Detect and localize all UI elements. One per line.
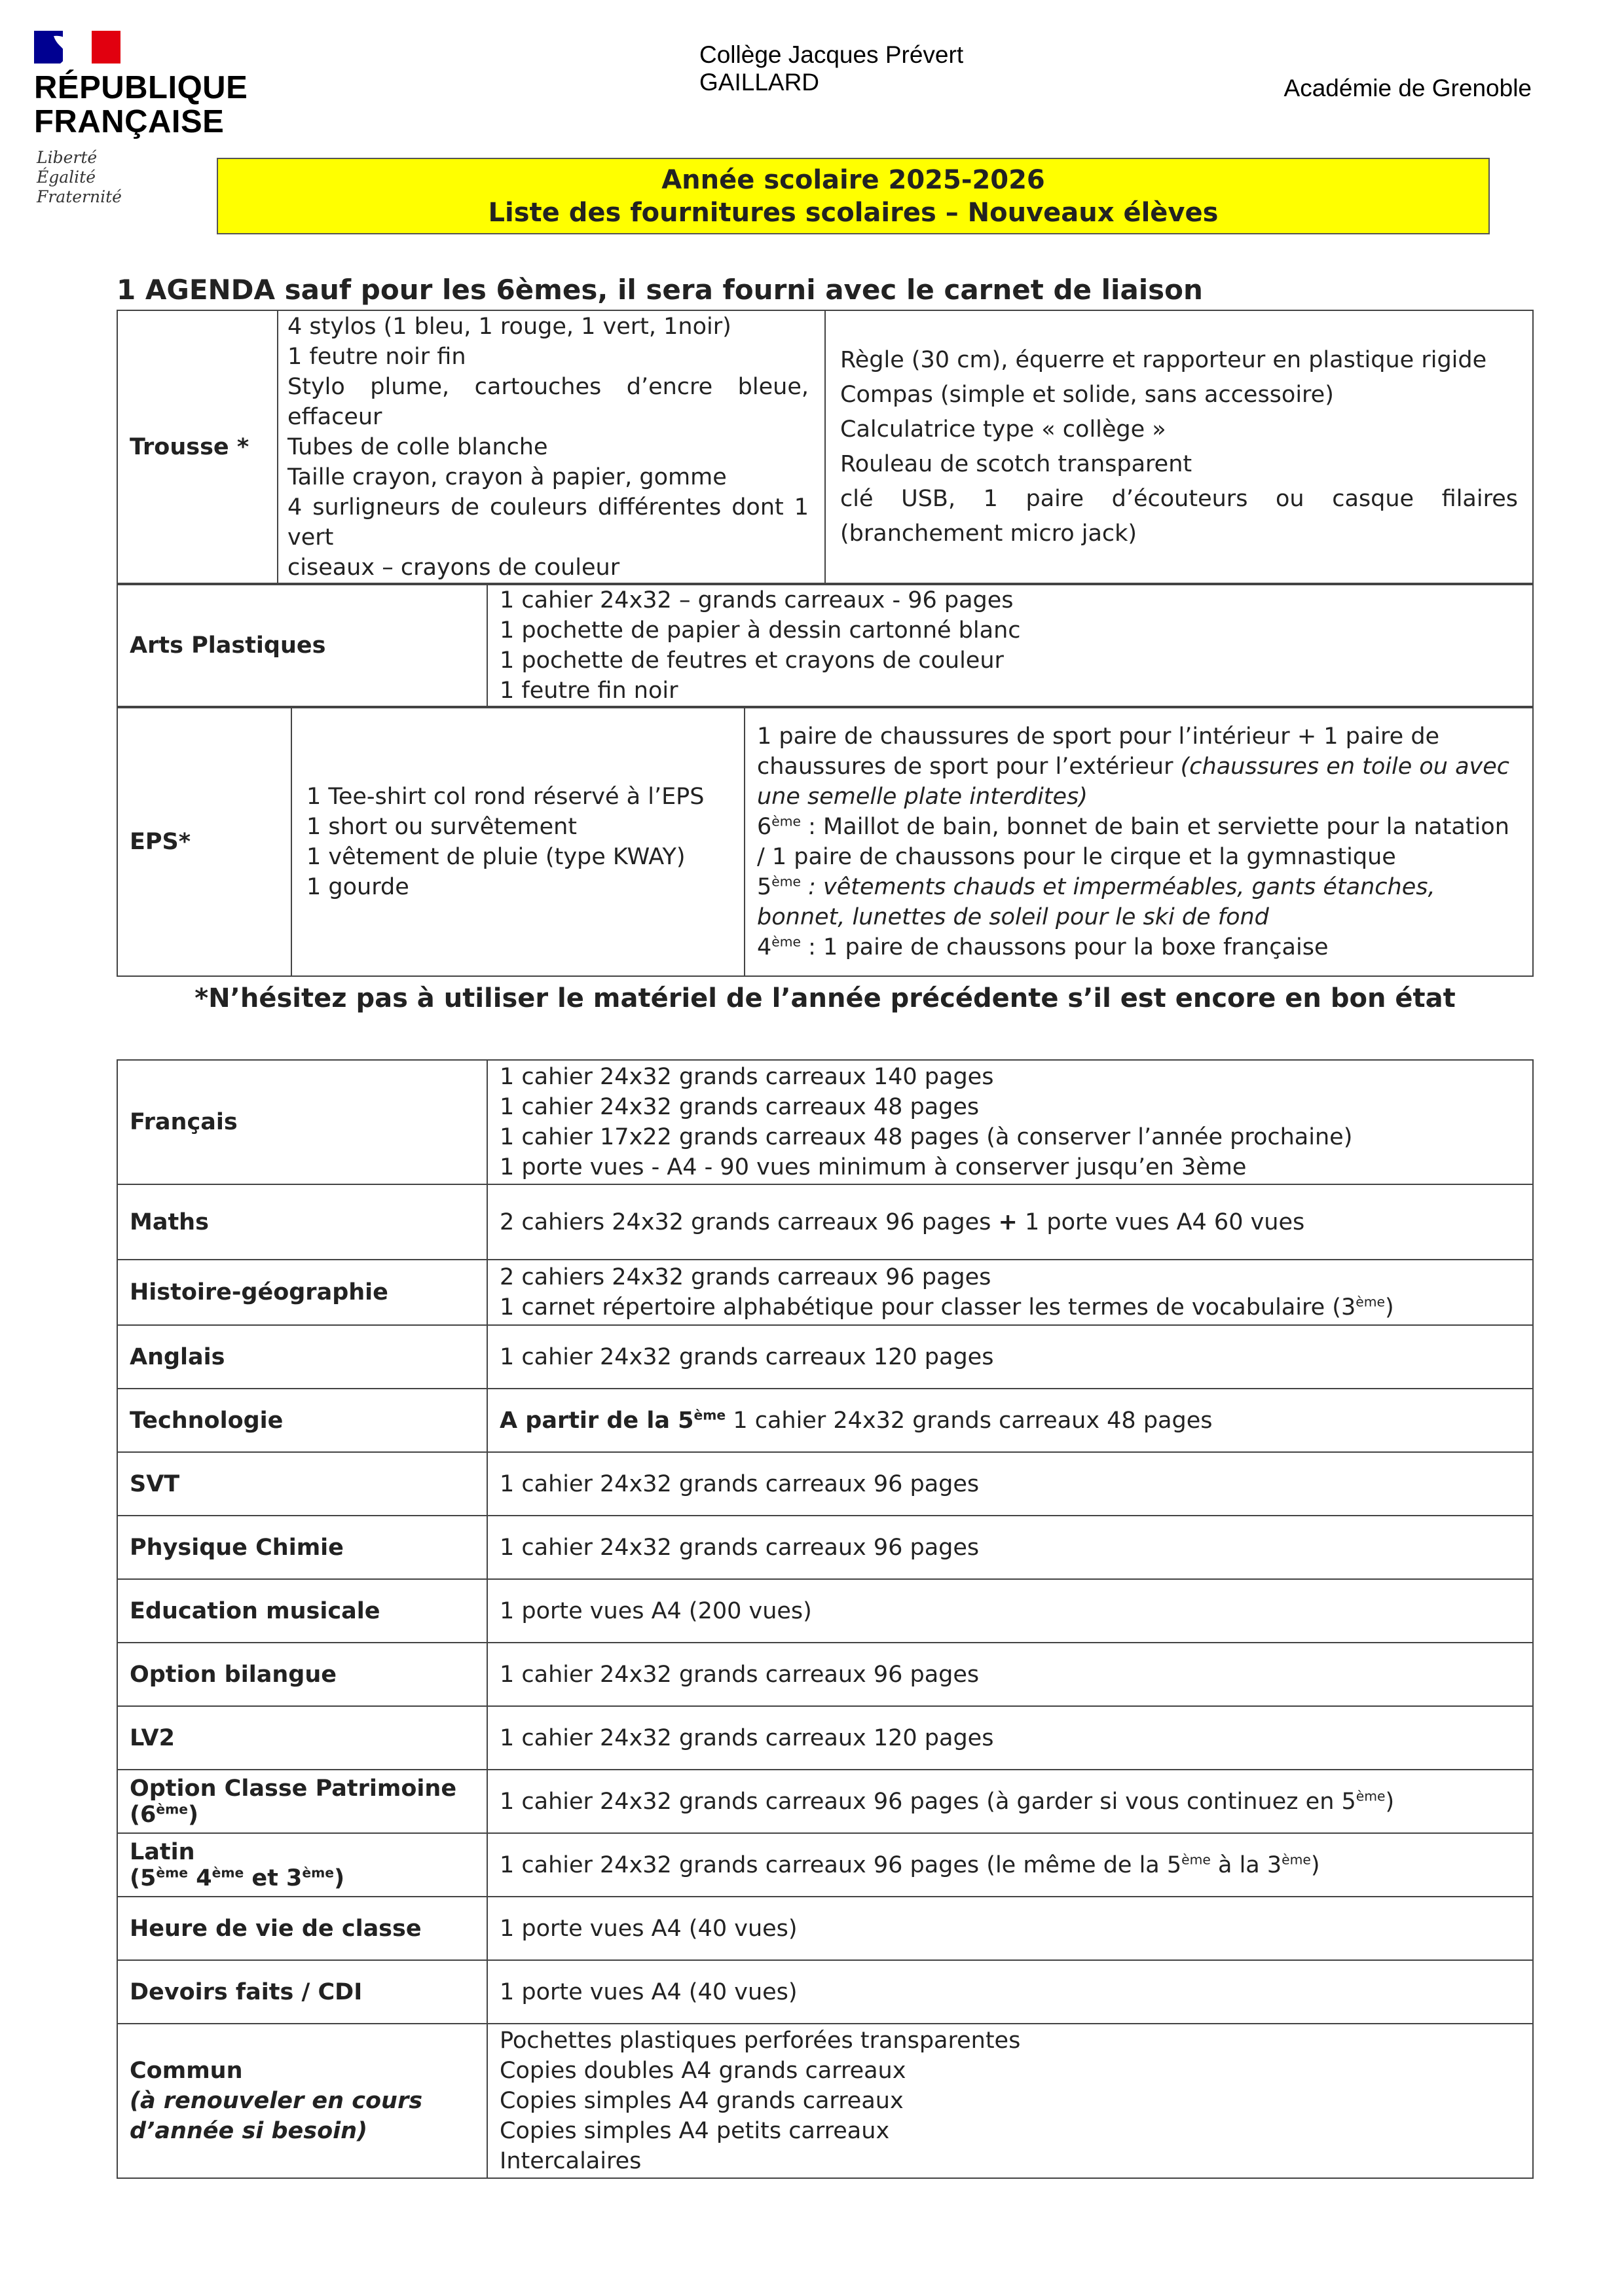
list-item: 1 feutre fin noir: [500, 678, 678, 704]
subject-supplies: 1 cahier 24x32 grands carreaux 120 pages: [487, 1325, 1533, 1389]
label-text: ): [188, 1801, 199, 1828]
grade-number: 5: [757, 874, 772, 900]
arts-table: [117, 584, 1534, 707]
list-item: 1 porte vues - A4 - 90 vues minimum à conserver jusqu’en 3ème: [500, 1154, 1247, 1180]
list-item: Copies simples A4 grands carreaux: [500, 2088, 904, 2114]
label-line: Latin: [130, 1838, 195, 1865]
eps-sixth: [757, 812, 1521, 872]
list-item: 1 gourde: [306, 874, 409, 900]
list-item: Copies simples A4 petits carreaux: [500, 2118, 890, 2144]
college-line: Collège Jacques Prévert: [699, 41, 964, 68]
ordinal-suffix: ème: [302, 1864, 335, 1880]
table-row: [117, 1060, 1533, 1184]
eps-fifth-text: : vêtements chauds et imperméables, gants étanches, bonnet, lunettes de soleil pour le ski de fond: [757, 874, 1435, 930]
subject-label: [117, 1770, 487, 1833]
supply-text: à la 3: [1210, 1851, 1282, 1878]
list-item: Copies doubles A4 grands carreaux: [500, 2058, 906, 2084]
subject-supplies: [487, 1389, 1533, 1452]
eps-right-list: [745, 708, 1533, 976]
subject-label: Physique Chimie: [117, 1516, 487, 1579]
label-text: et 3: [244, 1865, 303, 1891]
list-item: 1 pochette de papier à dessin cartonné blanc: [500, 617, 1021, 644]
college-line: GAILLARD: [699, 69, 820, 96]
subject-label: LV2: [117, 1706, 487, 1770]
table-row: [117, 1260, 1533, 1325]
academie-name: Académie de Grenoble: [1283, 75, 1532, 101]
subject-supplies: [487, 1770, 1533, 1833]
logo-line: FRANÇAISE: [34, 104, 225, 139]
banner-year: Année scolaire 2025-2026: [661, 165, 1045, 195]
subject-supplies: 1 cahier 24x32 grands carreaux 96 pages: [487, 1643, 1533, 1706]
trousse-left-list: [278, 310, 825, 583]
ordinal-suffix: ème: [1282, 1851, 1311, 1867]
ordinal-suffix: ème: [1356, 1787, 1386, 1804]
table-row: [117, 2024, 1533, 2178]
eps-fourth-text: : 1 paire de chaussons pour la boxe française: [808, 934, 1329, 960]
eps-table: [117, 707, 1534, 977]
eps-shoes-text: 1 paire de chaussures de sport pour l’intérieur + 1 paire de chaussures de sport pour l’extérieur: [757, 723, 1440, 780]
list-item: Stylo plume, cartouches d’encre bleue, effaceur: [287, 373, 809, 430]
list-item: 2 cahiers 24x32 grands carreaux 96 pages: [500, 1264, 991, 1290]
motto-line: Fraternité: [37, 187, 122, 206]
list-item: clé USB, 1 paire d’écouteurs ou casque filaires (branchement micro jack): [840, 485, 1518, 547]
subject-label: Option bilangue: [117, 1643, 487, 1706]
label-text: (5: [130, 1865, 157, 1891]
list-item: 1 cahier 24x32 grands carreaux 48 pages: [500, 1094, 980, 1120]
subject-label: Histoire-géographie: [117, 1260, 487, 1325]
label-text: 4: [188, 1865, 212, 1891]
arts-list: [487, 585, 1533, 706]
grade-condition: [500, 1408, 726, 1434]
label-line: [130, 1865, 475, 1891]
supply-text: 1 cahier 24x32 grands carreaux 96 pages (le même de la 5: [500, 1851, 1182, 1878]
subject-supplies: [487, 1260, 1533, 1325]
list-item: Rouleau de scotch transparent: [840, 450, 1192, 477]
label-line: (à renouveler en cours: [130, 2088, 423, 2114]
subject-supplies: 1 porte vues A4 (40 vues): [487, 1960, 1533, 2024]
trousse-right-list: [825, 310, 1533, 583]
subject-supplies: [487, 1833, 1533, 1897]
list-item: ciseaux – crayons de couleur: [287, 554, 620, 581]
motto-line: Égalité: [37, 168, 96, 187]
label-line: Commun: [130, 2058, 243, 2084]
subject-supplies: 1 cahier 24x32 grands carreaux 96 pages: [487, 1516, 1533, 1579]
list-item: Tubes de colle blanche: [287, 433, 548, 460]
subject-supplies: 1 porte vues A4 (200 vues): [487, 1579, 1533, 1643]
ordinal-suffix: ème: [156, 1864, 189, 1880]
subject-supplies: [487, 1060, 1533, 1184]
ordinal-suffix: ème: [771, 934, 801, 950]
banner-title: Liste des fournitures scolaires – Nouveaux élèves: [488, 198, 1219, 228]
subject-label: Maths: [117, 1184, 487, 1260]
subject-label: Devoirs faits / CDI: [117, 1960, 487, 2024]
list-item: 1 Tee-shirt col rond réservé à l’EPS: [306, 784, 705, 810]
table-row: [117, 1452, 1533, 1516]
subject-supplies: 1 porte vues A4 (40 vues): [487, 1897, 1533, 1960]
list-item: Calculatrice type « collège »: [840, 416, 1166, 443]
republique-francaise-logo: [34, 71, 248, 139]
eps-shoes-note: (chaussures en toile ou avec une semelle plate interdites): [757, 754, 1510, 810]
label-text: (6: [130, 1801, 157, 1828]
eps-fifth: [757, 872, 1521, 932]
label-line: d’année si besoin): [130, 2118, 368, 2144]
subject-label: Education musicale: [117, 1579, 487, 1643]
subject-label: Heure de vie de classe: [117, 1897, 487, 1960]
supply-text: 2 cahiers 24x32 grands carreaux 96 pages: [500, 1209, 991, 1235]
supply-text: A partir de la 5: [500, 1407, 694, 1434]
list-item: Intercalaires: [500, 2148, 642, 2174]
grade-number: 4: [757, 934, 772, 960]
subject-label: [117, 2024, 487, 2178]
list-item: Pochettes plastiques perforées transparentes: [500, 2028, 1021, 2054]
subject-label: Technologie: [117, 1389, 487, 1452]
motto-line: Liberté: [37, 148, 98, 167]
list-item: 1 short ou survêtement: [306, 814, 578, 840]
list-item: [500, 1292, 1521, 1322]
ordinal-suffix: ème: [771, 813, 801, 829]
eps-middle-list: [291, 708, 745, 976]
label-line: Option Classe Patrimoine: [130, 1775, 457, 1802]
list-item: 1 cahier 24x32 – grands carreaux - 96 pages: [500, 587, 1014, 613]
ordinal-suffix: ème: [212, 1864, 244, 1880]
table-row: [117, 1770, 1533, 1833]
supply-text: ): [1385, 1788, 1395, 1815]
marianne-flag-icon: [34, 31, 120, 64]
supply-text: 1 cahier 24x32 grands carreaux 96 pages (à garder si vous continuez en 5: [500, 1788, 1356, 1815]
subjects-table: [117, 1059, 1534, 2179]
subject-supplies: [487, 2024, 1533, 2178]
table-row: [117, 1516, 1533, 1579]
list-item: 1 vêtement de pluie (type KWAY): [306, 844, 686, 870]
supply-text: 1 carnet répertoire alphabétique pour classer les termes de vocabulaire (3: [500, 1294, 1356, 1321]
supply-text: 1 porte vues A4 60 vues: [1025, 1209, 1305, 1235]
table-row: [117, 1579, 1533, 1643]
table-row: [117, 1706, 1533, 1770]
trousse-label: Trousse *: [117, 310, 278, 583]
list-item: Taille crayon, crayon à papier, gomme: [287, 464, 727, 490]
ordinal-suffix: ème: [1181, 1851, 1211, 1867]
subject-label: SVT: [117, 1452, 487, 1516]
reuse-note: *N’hésitez pas à utiliser le matériel de l’année précédente s’il est encore en bon état: [194, 983, 1456, 1013]
supply-text: 1 cahier 24x32 grands carreaux 48 pages: [733, 1407, 1213, 1434]
eps-label: EPS*: [117, 708, 291, 976]
subject-supplies: 1 cahier 24x32 grands carreaux 96 pages: [487, 1452, 1533, 1516]
table-row: [117, 1389, 1533, 1452]
eps-sixth-text: : Maillot de bain, bonnet de bain et serviette pour la natation / 1 paire de chaussons pour le cirque et la gymnastique: [757, 814, 1509, 870]
arts-label: Arts Plastiques: [117, 585, 487, 706]
republic-motto: [37, 148, 122, 207]
subject-label: [117, 1833, 487, 1897]
logo-line: RÉPUBLIQUE: [34, 70, 248, 105]
subject-label: Anglais: [117, 1325, 487, 1389]
list-item: Règle (30 cm), équerre et rapporteur en plastique rigide: [840, 346, 1487, 373]
ordinal-suffix: ème: [771, 873, 801, 890]
table-row: [117, 1960, 1533, 2024]
label-text: ): [334, 1865, 345, 1891]
list-item: 1 cahier 24x32 grands carreaux 140 pages: [500, 1064, 994, 1090]
table-row: [117, 1643, 1533, 1706]
eps-fourth: [757, 932, 1521, 962]
ordinal-suffix: ème: [693, 1406, 726, 1423]
list-item: 1 cahier 17x22 grands carreaux 48 pages (à conserver l’année prochaine): [500, 1124, 1353, 1150]
list-item: Compas (simple et solide, sans accessoire): [840, 381, 1334, 408]
list-item: 4 stylos (1 bleu, 1 rouge, 1 vert, 1noir): [287, 313, 731, 340]
subject-label: Français: [117, 1060, 487, 1184]
list-item: 1 feutre noir fin: [287, 343, 466, 370]
list-item: 4 surligneurs de couleurs différentes dont 1 vert: [287, 494, 809, 551]
table-row: [117, 1897, 1533, 1960]
plus-sign: +: [998, 1209, 1018, 1235]
ordinal-suffix: ème: [1356, 1294, 1385, 1310]
title-banner: [217, 158, 1490, 234]
ordinal-suffix: ème: [156, 1800, 189, 1817]
table-row: [117, 1184, 1533, 1260]
supply-text: ): [1310, 1851, 1320, 1878]
supply-text: ): [1384, 1294, 1394, 1321]
eps-shoes: [757, 721, 1521, 812]
subject-supplies: [487, 1184, 1533, 1260]
college-name: [699, 41, 963, 96]
list-item: 1 pochette de feutres et crayons de couleur: [500, 647, 1004, 674]
grade-number: 6: [757, 814, 772, 840]
table-row: [117, 1325, 1533, 1389]
subject-supplies: 1 cahier 24x32 grands carreaux 120 pages: [487, 1706, 1533, 1770]
agenda-heading: 1 AGENDA sauf pour les 6èmes, il sera fourni avec le carnet de liaison: [117, 274, 1203, 306]
label-line: [130, 1802, 475, 1828]
trousse-table: [117, 310, 1534, 584]
table-row: [117, 1833, 1533, 1897]
